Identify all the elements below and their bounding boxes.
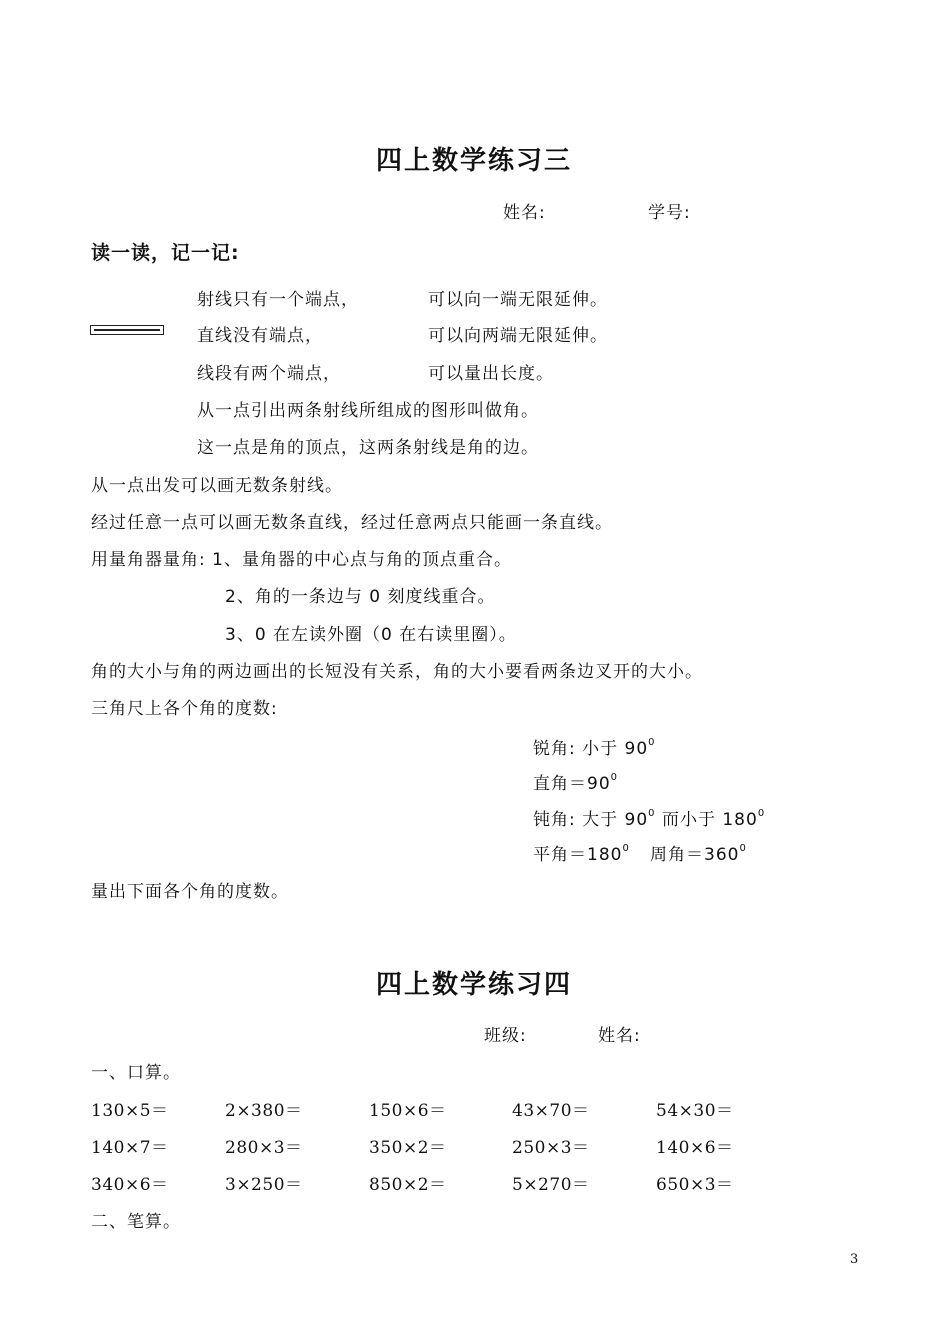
straight-angle-fact: 平角$=180^0$ [533,843,630,865]
obtuse-angle-fact: 钝角: 大于 $90^0$ 而小于 $180^0$ [533,808,766,830]
oral-calc-item: 5×270＝ [512,1175,590,1195]
segment-text-b: 可以量出长度。 [428,364,554,384]
oral-calc-item: 650×3＝ [656,1175,734,1195]
line-text-a: 直线没有端点， [197,326,323,346]
written-calc-heading: 二、笔算。 [91,1212,181,1232]
protractor-step-3: 3、0 在左读外圈（0 在右读里圈）。 [225,625,517,645]
oral-calc-item: 43×70＝ [512,1101,590,1121]
oral-calc-item: 140×6＝ [656,1138,734,1158]
oral-calc-heading: 一、口算。 [91,1063,181,1083]
triangle-ruler-heading: 三角尺上各个角的度数: [91,699,278,719]
segment-text-a: 线段有两个端点， [197,364,341,384]
oral-calc-item: 130×5＝ [91,1101,169,1121]
oral-calc-item: 150×6＝ [369,1101,447,1121]
sheet4-name-label: 姓名: [598,1026,641,1046]
line-text-b: 可以向两端无限延伸。 [428,326,608,346]
measure-task: 量出下面各个角的度数。 [91,882,289,902]
oral-calc-item: 250×3＝ [512,1138,590,1158]
sheet3-number-label: 学号: [648,203,691,223]
sheet3-title: 四上数学练习三 [376,146,573,176]
ray-text-a: 射线只有一个端点， [197,290,359,310]
oral-calc-item: 54×30＝ [656,1101,734,1121]
acute-angle-fact: 锐角: 小于 $90^0$ [533,737,656,759]
ray-text-b: 可以向一端无限延伸。 [428,290,608,310]
vertex-definition: 这一点是角的顶点，这两条射线是角的边。 [197,438,539,458]
sheet4-title: 四上数学练习四 [376,970,573,1000]
angle-definition: 从一点引出两条射线所组成的图形叫做角。 [197,401,539,421]
protractor-step-2: 2、角的一条边与 0 刻度线重合。 [225,587,496,607]
sheet3-name-label: 姓名: [503,203,546,223]
oral-calc-item: 3×250＝ [225,1175,303,1195]
oral-calc-item: 340×6＝ [91,1175,169,1195]
section-heading-read: 读一读，记一记: [91,242,240,264]
oral-calc-item: 850×2＝ [369,1175,447,1195]
oral-calc-item: 2×380＝ [225,1101,303,1121]
oral-calc-item: 350×2＝ [369,1138,447,1158]
angle-size-rule: 角的大小与角的两边画出的长短没有关系，角的大小要看两条边叉开的大小。 [91,662,703,682]
fact-lines: 经过任意一点可以画无数条直线，经过任意两点只能画一条直线。 [91,513,613,533]
page-number: 3 [850,1252,859,1267]
oral-calc-item: 140×7＝ [91,1138,169,1158]
fact-rays: 从一点出发可以画无数条射线。 [91,476,343,496]
protractor-step-1: 用量角器量角: 1、量角器的中心点与角的顶点重合。 [91,550,512,570]
oral-calc-item: 280×3＝ [225,1138,303,1158]
full-angle-fact: 周角$=360^0$ [650,843,747,865]
sheet4-class-label: 班级: [484,1026,527,1046]
line-segment-figure [90,325,164,335]
right-angle-fact: 直角$=90^0$ [533,772,619,794]
